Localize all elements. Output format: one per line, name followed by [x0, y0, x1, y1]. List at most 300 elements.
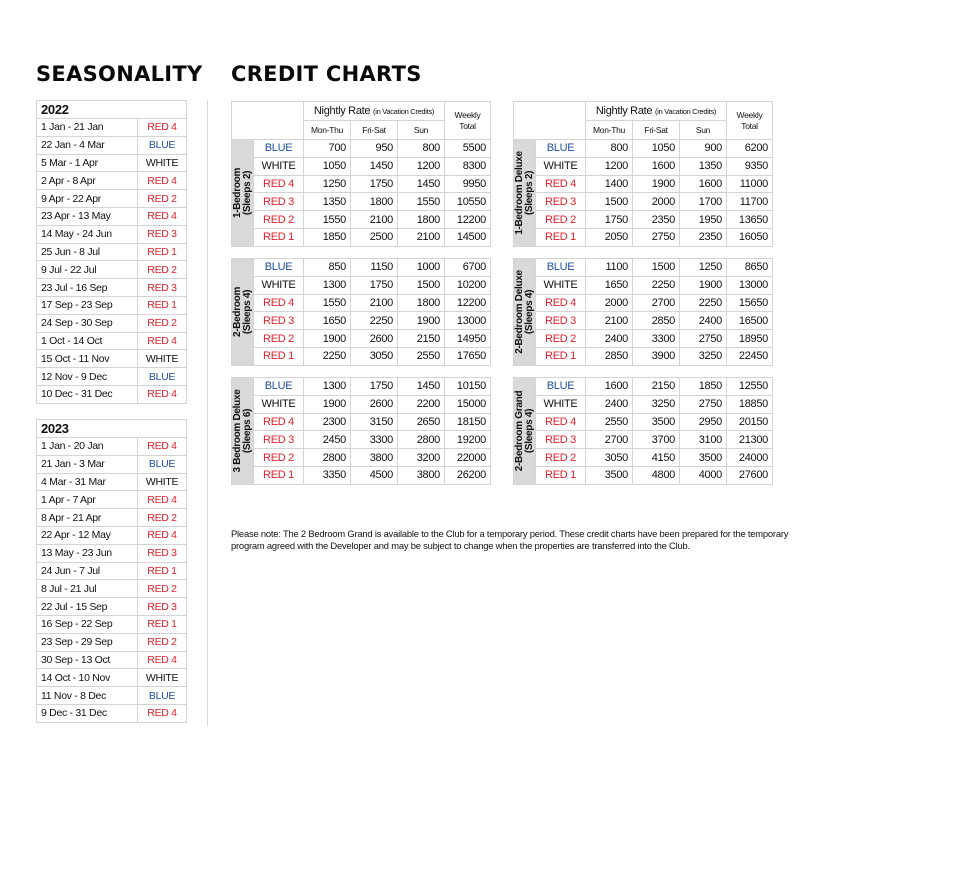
weekly-total-credits: 13000	[445, 312, 491, 330]
sun-credits: 800	[398, 140, 445, 158]
weekly-total-credits: 8650	[727, 259, 773, 277]
rate-row	[514, 294, 773, 312]
season-code: RED 2	[138, 314, 187, 332]
mon-thu-credits: 1750	[586, 211, 633, 229]
room-type-sleeps: (Sleeps 4)	[523, 408, 535, 454]
header-blank	[232, 102, 304, 140]
room-type-cell	[232, 378, 254, 485]
fri-sat-credits: 1500	[633, 259, 680, 277]
credit-chart-table	[513, 258, 773, 366]
fri-sat-credits: 4500	[351, 466, 398, 484]
fri-sat-credits: 3300	[633, 330, 680, 348]
sun-credits: 2350	[680, 228, 727, 246]
rate-row	[514, 395, 773, 413]
header-row	[232, 102, 491, 121]
date-range: 22 Apr - 12 May	[37, 526, 138, 544]
credit-chart-table	[231, 258, 491, 366]
season-row	[37, 598, 187, 616]
mon-thu-header: Mon-Thu	[586, 121, 633, 140]
mon-thu-credits: 1850	[304, 228, 351, 246]
sun-credits: 2800	[398, 431, 445, 449]
rate-row	[232, 378, 491, 396]
weekly-total-credits: 15000	[445, 395, 491, 413]
rate-row	[514, 466, 773, 484]
room-type-cell	[514, 140, 536, 247]
weekly-total-credits: 20150	[727, 413, 773, 431]
date-range: 9 Apr - 22 Apr	[37, 190, 138, 208]
season-code: RED 4	[138, 385, 187, 403]
season-code: RED 3	[254, 193, 304, 211]
weekly-total-credits: 14950	[445, 330, 491, 348]
season-code: WHITE	[254, 395, 304, 413]
sun-credits: 3100	[680, 431, 727, 449]
sun-credits: 2750	[680, 395, 727, 413]
mon-thu-credits: 1350	[304, 193, 351, 211]
date-range: 10 Dec - 31 Dec	[37, 385, 138, 403]
sun-credits: 1700	[680, 193, 727, 211]
fri-sat-credits: 2700	[633, 294, 680, 312]
sun-credits: 1800	[398, 294, 445, 312]
fri-sat-credits: 2250	[351, 312, 398, 330]
credit-chart-table	[513, 377, 773, 485]
fri-sat-credits: 3800	[351, 449, 398, 467]
mon-thu-credits: 1650	[304, 312, 351, 330]
season-code: RED 4	[138, 491, 187, 509]
mon-thu-credits: 3050	[586, 449, 633, 467]
season-code: RED 4	[138, 207, 187, 225]
nightly-rate-label: Nightly Rate	[313, 105, 371, 117]
season-code: RED 4	[254, 294, 304, 312]
season-row	[37, 368, 187, 386]
season-row	[37, 651, 187, 669]
season-code: RED 2	[536, 211, 586, 229]
date-range: 23 Jul - 16 Sep	[37, 279, 138, 297]
credit-chart-table	[231, 101, 491, 247]
season-code: RED 4	[138, 526, 187, 544]
season-code: RED 2	[138, 190, 187, 208]
mon-thu-credits: 1900	[304, 330, 351, 348]
fri-sat-credits: 3250	[633, 395, 680, 413]
weekly-total-credits: 13000	[727, 276, 773, 294]
weekly-total-credits: 12200	[445, 211, 491, 229]
mon-thu-credits: 1900	[304, 395, 351, 413]
sun-credits: 1900	[680, 276, 727, 294]
mon-thu-credits: 2400	[586, 395, 633, 413]
weekly-total-credits: 14500	[445, 228, 491, 246]
sun-credits: 2650	[398, 413, 445, 431]
sun-credits: 2250	[680, 294, 727, 312]
credit-charts-heading: CREDIT CHARTS	[231, 62, 422, 86]
date-range: 1 Jan - 21 Jan	[37, 119, 138, 137]
season-code: RED 2	[138, 633, 187, 651]
weekly-total-credits: 27600	[727, 466, 773, 484]
weekly-label: Weekly	[736, 109, 763, 120]
fri-sat-header: Fri-Sat	[351, 121, 398, 140]
date-range: 13 May - 23 Jun	[37, 544, 138, 562]
fri-sat-credits: 3900	[633, 347, 680, 365]
rate-row	[232, 395, 491, 413]
date-range: 1 Oct - 14 Oct	[37, 332, 138, 350]
sun-credits: 1600	[680, 175, 727, 193]
fri-sat-credits: 1050	[633, 140, 680, 158]
season-code: RED 4	[138, 438, 187, 456]
fri-sat-header: Fri-Sat	[633, 121, 680, 140]
section-divider	[207, 100, 208, 726]
room-type-cell	[232, 259, 254, 366]
season-code: RED 1	[536, 228, 586, 246]
weekly-total-credits: 18850	[727, 395, 773, 413]
season-row	[37, 225, 187, 243]
season-row	[37, 172, 187, 190]
weekly-total-credits: 10550	[445, 193, 491, 211]
season-code: RED 2	[536, 330, 586, 348]
room-type-label	[233, 287, 253, 337]
season-code: RED 1	[138, 562, 187, 580]
season-code: RED 1	[254, 347, 304, 365]
season-code: WHITE	[138, 669, 187, 687]
rate-row	[514, 228, 773, 246]
season-code: RED 4	[138, 651, 187, 669]
season-code: BLUE	[536, 378, 586, 396]
rate-row	[232, 413, 491, 431]
weekly-total-credits: 24000	[727, 449, 773, 467]
sun-credits: 2200	[398, 395, 445, 413]
mon-thu-credits: 2300	[304, 413, 351, 431]
room-type-label	[233, 389, 253, 472]
weekly-total-credits: 16050	[727, 228, 773, 246]
year-row	[37, 101, 187, 119]
sun-credits: 3800	[398, 466, 445, 484]
mon-thu-credits: 1250	[304, 175, 351, 193]
season-code: RED 4	[536, 413, 586, 431]
season-code: WHITE	[536, 395, 586, 413]
date-range: 1 Jan - 20 Jan	[37, 438, 138, 456]
season-code: RED 4	[254, 413, 304, 431]
season-code: RED 2	[138, 509, 187, 527]
mon-thu-credits: 2550	[586, 413, 633, 431]
room-type-sleeps: (Sleeps 2)	[523, 170, 535, 216]
mon-thu-credits: 2000	[586, 294, 633, 312]
rate-row	[232, 466, 491, 484]
fri-sat-credits: 3300	[351, 431, 398, 449]
mon-thu-credits: 1050	[304, 157, 351, 175]
sun-credits: 2750	[680, 330, 727, 348]
season-code: BLUE	[254, 378, 304, 396]
mon-thu-credits: 3350	[304, 466, 351, 484]
mon-thu-credits: 2450	[304, 431, 351, 449]
room-type-cell	[514, 259, 536, 366]
season-row	[37, 261, 187, 279]
date-range: 14 Oct - 10 Nov	[37, 669, 138, 687]
season-code: RED 2	[254, 330, 304, 348]
sun-credits: 1550	[398, 193, 445, 211]
date-range: 4 Mar - 31 Mar	[37, 473, 138, 491]
rate-row	[232, 259, 491, 277]
mon-thu-credits: 2100	[586, 312, 633, 330]
fri-sat-credits: 3500	[633, 413, 680, 431]
room-type-cell	[232, 140, 254, 247]
season-row	[37, 332, 187, 350]
season-row	[37, 119, 187, 137]
room-type-name: 2-Bedroom	[231, 286, 243, 337]
weekly-total-credits: 5500	[445, 140, 491, 158]
rate-row	[232, 157, 491, 175]
date-range: 11 Nov - 8 Dec	[37, 687, 138, 705]
weekly-total-credits: 6200	[727, 140, 773, 158]
season-code: WHITE	[138, 350, 187, 368]
season-row	[37, 279, 187, 297]
season-code: RED 3	[138, 544, 187, 562]
weekly-total-credits: 17650	[445, 347, 491, 365]
season-code: RED 2	[254, 449, 304, 467]
fri-sat-credits: 1900	[633, 175, 680, 193]
fri-sat-credits: 950	[351, 140, 398, 158]
fri-sat-credits: 3150	[351, 413, 398, 431]
fri-sat-credits: 1600	[633, 157, 680, 175]
weekly-total-credits: 12200	[445, 294, 491, 312]
season-code: WHITE	[138, 473, 187, 491]
mon-thu-credits: 1100	[586, 259, 633, 277]
fri-sat-credits: 2500	[351, 228, 398, 246]
season-code: RED 4	[536, 294, 586, 312]
rate-row	[514, 193, 773, 211]
fri-sat-credits: 3700	[633, 431, 680, 449]
room-type-sleeps: (Sleeps 4)	[241, 289, 253, 335]
rate-row	[232, 228, 491, 246]
sun-credits: 1350	[680, 157, 727, 175]
total-label: Total	[459, 120, 476, 131]
seasonality-table-2022	[36, 100, 187, 404]
date-range: 16 Sep - 22 Sep	[37, 615, 138, 633]
fri-sat-credits: 2000	[633, 193, 680, 211]
year-row	[37, 420, 187, 438]
rate-row	[514, 431, 773, 449]
room-type-sleeps: (Sleeps 6)	[241, 408, 253, 454]
season-code: BLUE	[138, 368, 187, 386]
season-code: WHITE	[254, 157, 304, 175]
room-type-label	[515, 151, 535, 235]
season-row	[37, 136, 187, 154]
fri-sat-credits: 4150	[633, 449, 680, 467]
room-type-label	[515, 391, 535, 472]
nightly-rate-header	[304, 102, 445, 121]
weekly-total-credits: 10200	[445, 276, 491, 294]
season-row	[37, 562, 187, 580]
fri-sat-credits: 2100	[351, 294, 398, 312]
nightly-rate-note: (in Vacation Credits)	[373, 107, 435, 116]
fri-sat-credits: 1800	[351, 193, 398, 211]
weekly-total-credits: 26200	[445, 466, 491, 484]
season-row	[37, 314, 187, 332]
rate-row	[514, 211, 773, 229]
sun-credits: 3250	[680, 347, 727, 365]
season-code: BLUE	[536, 140, 586, 158]
weekly-label: Weekly	[454, 109, 481, 120]
date-range: 9 Jul - 22 Jul	[37, 261, 138, 279]
sun-credits: 3500	[680, 449, 727, 467]
mon-thu-credits: 1300	[304, 276, 351, 294]
room-type-label	[515, 270, 535, 354]
total-label: Total	[741, 120, 758, 131]
mon-thu-credits: 1200	[586, 157, 633, 175]
mon-thu-credits: 1650	[586, 276, 633, 294]
header-blank	[514, 102, 586, 140]
fri-sat-credits: 1150	[351, 259, 398, 277]
sun-credits: 4000	[680, 466, 727, 484]
sun-credits: 1500	[398, 276, 445, 294]
rate-row	[232, 312, 491, 330]
mon-thu-credits: 700	[304, 140, 351, 158]
season-code: RED 3	[138, 279, 187, 297]
weekly-total-credits: 11000	[727, 175, 773, 193]
season-code: WHITE	[138, 154, 187, 172]
room-type-sleeps: (Sleeps 2)	[241, 170, 253, 216]
date-range: 24 Jun - 7 Jul	[37, 562, 138, 580]
mon-thu-credits: 1500	[586, 193, 633, 211]
header-row	[514, 102, 773, 121]
date-range: 14 May - 24 Jun	[37, 225, 138, 243]
weekly-total-credits: 15650	[727, 294, 773, 312]
fri-sat-credits: 1750	[351, 378, 398, 396]
season-code: RED 1	[138, 243, 187, 261]
rate-row	[232, 140, 491, 158]
weekly-total-credits: 11700	[727, 193, 773, 211]
season-code: WHITE	[254, 276, 304, 294]
season-row	[37, 526, 187, 544]
date-range: 8 Apr - 21 Apr	[37, 509, 138, 527]
nightly-rate-label: Nightly Rate	[595, 105, 653, 117]
season-code: WHITE	[536, 276, 586, 294]
season-code: RED 4	[138, 172, 187, 190]
nightly-rate-header	[586, 102, 727, 121]
weekly-total-credits: 19200	[445, 431, 491, 449]
fri-sat-credits: 1750	[351, 276, 398, 294]
mon-thu-credits: 3500	[586, 466, 633, 484]
weekly-total-credits: 18950	[727, 330, 773, 348]
rate-row	[232, 330, 491, 348]
sun-credits: 1900	[398, 312, 445, 330]
season-row	[37, 491, 187, 509]
season-code: RED 4	[536, 175, 586, 193]
sun-credits: 1250	[680, 259, 727, 277]
mon-thu-credits: 2700	[586, 431, 633, 449]
date-range: 15 Oct - 11 Nov	[37, 350, 138, 368]
mon-thu-credits: 1550	[304, 294, 351, 312]
season-row	[37, 704, 187, 722]
season-row	[37, 190, 187, 208]
sun-credits: 1800	[398, 211, 445, 229]
sun-credits: 1450	[398, 378, 445, 396]
weekly-total-credits: 8300	[445, 157, 491, 175]
rate-row	[514, 330, 773, 348]
date-range: 17 Sep - 23 Sep	[37, 296, 138, 314]
season-code: RED 3	[254, 312, 304, 330]
rate-row	[232, 449, 491, 467]
rate-row	[514, 259, 773, 277]
rate-row	[514, 140, 773, 158]
weekly-total-header	[445, 102, 491, 140]
mon-thu-credits: 850	[304, 259, 351, 277]
rate-row	[514, 276, 773, 294]
rate-row	[232, 431, 491, 449]
date-range: 22 Jul - 15 Sep	[37, 598, 138, 616]
room-type-sleeps: (Sleeps 4)	[523, 289, 535, 335]
sun-credits: 2100	[398, 228, 445, 246]
rate-row	[514, 312, 773, 330]
season-code: RED 1	[254, 228, 304, 246]
mon-thu-credits: 2050	[586, 228, 633, 246]
weekly-total-credits: 22000	[445, 449, 491, 467]
date-range: 22 Jan - 4 Mar	[37, 136, 138, 154]
season-code: RED 1	[536, 347, 586, 365]
date-range: 12 Nov - 9 Dec	[37, 368, 138, 386]
weekly-total-credits: 6700	[445, 259, 491, 277]
rate-row	[232, 347, 491, 365]
date-range: 8 Jul - 21 Jul	[37, 580, 138, 598]
season-code: RED 4	[254, 175, 304, 193]
rate-row	[514, 413, 773, 431]
season-code: RED 2	[254, 211, 304, 229]
season-code: RED 1	[138, 296, 187, 314]
season-row	[37, 243, 187, 261]
season-row	[37, 687, 187, 705]
sun-credits: 1000	[398, 259, 445, 277]
season-row	[37, 455, 187, 473]
season-code: RED 2	[536, 449, 586, 467]
season-code: BLUE	[254, 259, 304, 277]
season-code: RED 2	[138, 580, 187, 598]
fri-sat-credits: 2250	[633, 276, 680, 294]
mon-thu-credits: 2400	[586, 330, 633, 348]
mon-thu-credits: 2850	[586, 347, 633, 365]
season-code: BLUE	[138, 455, 187, 473]
seasonality-heading: SEASONALITY	[36, 62, 203, 86]
fri-sat-credits: 2100	[351, 211, 398, 229]
season-row	[37, 154, 187, 172]
room-type-name: 1-Bedroom	[231, 167, 243, 218]
season-code: RED 1	[254, 466, 304, 484]
date-range: 21 Jan - 3 Mar	[37, 455, 138, 473]
credit-chart-table	[513, 101, 773, 247]
season-row	[37, 385, 187, 403]
season-row	[37, 633, 187, 651]
season-row	[37, 473, 187, 491]
rate-row	[514, 449, 773, 467]
sun-credits: 1850	[680, 378, 727, 396]
mon-thu-credits: 2250	[304, 347, 351, 365]
rate-row	[514, 347, 773, 365]
season-row	[37, 615, 187, 633]
sun-credits: 900	[680, 140, 727, 158]
rate-row	[514, 378, 773, 396]
fri-sat-credits: 4800	[633, 466, 680, 484]
room-type-name: 2-Bedroom Grand	[513, 390, 525, 472]
season-code: RED 3	[138, 598, 187, 616]
fri-sat-credits: 2600	[351, 395, 398, 413]
rate-row	[232, 193, 491, 211]
room-type-name: 2-Bedroom Deluxe	[513, 270, 525, 354]
date-range: 25 Jun - 8 Jul	[37, 243, 138, 261]
rate-row	[232, 276, 491, 294]
footnote: Please note: The 2 Bedroom Grand is available to the Club for a temporary period. These credit charts have been prepared for the temporary program agreed with the Developer and may be subject to change when the properties are transferred into the Club.	[231, 528, 789, 551]
mon-thu-header: Mon-Thu	[304, 121, 351, 140]
year-label: 2023	[37, 420, 187, 438]
weekly-total-credits: 9950	[445, 175, 491, 193]
fri-sat-credits: 1450	[351, 157, 398, 175]
rate-row	[232, 294, 491, 312]
season-code: RED 2	[138, 261, 187, 279]
season-code: RED 3	[138, 225, 187, 243]
